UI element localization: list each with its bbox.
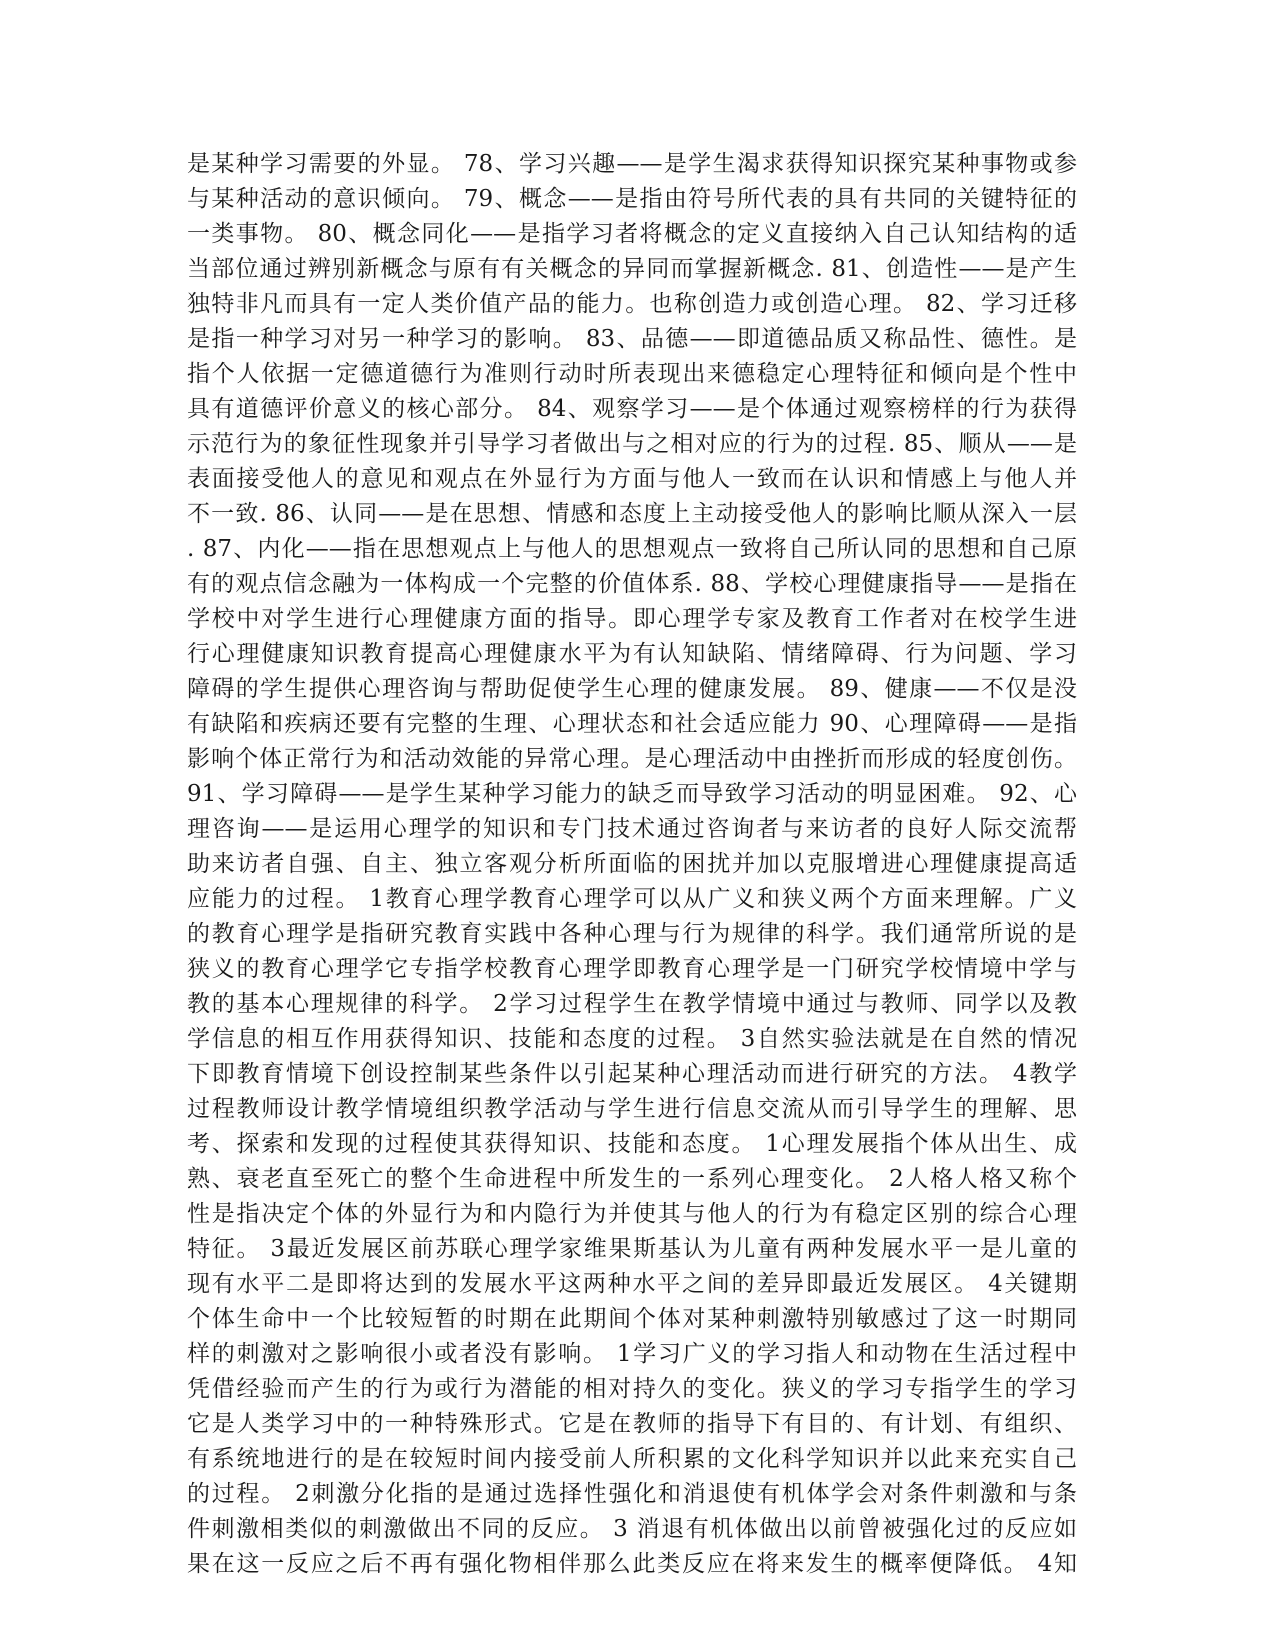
text-line: 助来访者自强、自主、独立客观分析所面临的困扰并加以克服增进心理健康提高适 [187, 851, 1077, 877]
text-line: 果在这一反应之后不再有强化物相伴那么此类反应在将来发生的概率便降低。 4知 [187, 1551, 1077, 1577]
text-line: 障碍的学生提供心理咨询与帮助促使学生心理的健康发展。 89、健康——不仅是没 [187, 676, 1077, 702]
text-line: 学信息的相互作用获得知识、技能和态度的过程。 3自然实验法就是在自然的情况 [187, 1026, 1077, 1052]
text-line: 是指一种学习对另一种学习的影响。 83、品德——即道德品质又称品性、德性。是 [187, 326, 1077, 352]
text-line: 行心理健康知识教育提高心理健康水平为有认知缺陷、情绪障碍、行为问题、学习 [187, 641, 1077, 667]
text-line: 考、探索和发现的过程使其获得知识、技能和态度。 1心理发展指个体从出生、成 [187, 1131, 1077, 1157]
text-line: 独特非凡而具有一定人类价值产品的能力。也称创造力或创造心理。 82、学习迁移 [187, 291, 1077, 317]
text-line: 性是指决定个体的外显行为和内隐行为并使其与他人的行为有稳定区别的综合心理 [187, 1201, 1077, 1227]
text-line: 它是人类学习中的一种特殊形式。它是在教师的指导下有目的、有计划、有组织、 [187, 1411, 1077, 1437]
text-line: 是某种学习需要的外显。 78、学习兴趣——是学生渴求获得知识探究某种事物或参 [187, 151, 1077, 177]
text-line: 示范行为的象征性现象并引导学习者做出与之相对应的行为的过程. 85、顺从——是 [187, 431, 1077, 457]
text-line: 狭义的教育心理学它专指学校教育心理学即教育心理学是一门研究学校情境中学与 [187, 956, 1077, 982]
text-line: 不一致. 86、认同——是在思想、情感和态度上主动接受他人的影响比顺从深入一层 [187, 501, 1077, 527]
text-line: 有缺陷和疾病还要有完整的生理、心理状态和社会适应能力 90、心理障碍——是指 [187, 711, 1077, 737]
text-line: 样的刺激对之影响很小或者没有影响。 1学习广义的学习指人和动物在生活过程中 [187, 1341, 1077, 1367]
text-line: 有的观点信念融为一体构成一个完整的价值体系. 88、学校心理健康指导——是指在 [187, 571, 1077, 597]
text-line: 教的基本心理规律的科学。 2学习过程学生在教学情境中通过与教师、同学以及教 [187, 991, 1077, 1017]
text-line: 特征。 3最近发展区前苏联心理学家维果斯基认为儿童有两种发展水平一是儿童的 [187, 1236, 1077, 1262]
text-line: 指个人依据一定德道德行为准则行动时所表现出来德稳定心理特征和倾向是个性中 [187, 361, 1077, 387]
text-line: 过程教师设计教学情境组织教学活动与学生进行信息交流从而引导学生的理解、思 [187, 1096, 1077, 1122]
text-line: 理咨询——是运用心理学的知识和专门技术通过咨询者与来访者的良好人际交流帮 [187, 816, 1077, 842]
text-line: 件刺激相类似的刺激做出不同的反应。 3 消退有机体做出以前曾被强化过的反应如 [187, 1516, 1077, 1542]
text-line: 表面接受他人的意见和观点在外显行为方面与他人一致而在认识和情感上与他人并 [187, 466, 1077, 492]
text-line: 与某种活动的意识倾向。 79、概念——是指由符号所代表的具有共同的关键特征的 [187, 186, 1077, 212]
text-line: . 87、内化——指在思想观点上与他人的思想观点一致将自己所认同的思想和自己原 [187, 536, 1077, 562]
text-line: 的过程。 2刺激分化指的是通过选择性强化和消退使有机体学会对条件刺激和与条 [187, 1481, 1077, 1507]
text-line: 当部位通过辨别新概念与原有有关概念的异同而掌握新概念. 81、创造性——是产生 [187, 256, 1077, 282]
text-line: 具有道德评价意义的核心部分。 84、观察学习——是个体通过观察榜样的行为获得 [187, 396, 1077, 422]
text-line: 影响个体正常行为和活动效能的异常心理。是心理活动中由挫折而形成的轻度创伤。 [187, 746, 1077, 772]
text-line: 熟、衰老直至死亡的整个生命进程中所发生的一系列心理变化。 2人格人格又称个 [187, 1166, 1077, 1192]
text-line: 91、学习障碍——是学生某种学习能力的缺乏而导致学习活动的明显困难。 92、心 [187, 781, 1077, 807]
text-line: 个体生命中一个比较短暂的时期在此期间个体对某种刺激特别敏感过了这一时期同 [187, 1306, 1077, 1332]
text-line: 现有水平二是即将达到的发展水平这两种水平之间的差异即最近发展区。 4关键期 [187, 1271, 1077, 1297]
text-line: 下即教育情境下创设控制某些条件以引起某种心理活动而进行研究的方法。 4教学 [187, 1061, 1077, 1087]
text-line: 凭借经验而产生的行为或行为潜能的相对持久的变化。狭义的学习专指学生的学习 [187, 1376, 1077, 1402]
text-line: 学校中对学生进行心理健康方面的指导。即心理学专家及教育工作者对在校学生进 [187, 606, 1077, 632]
text-line: 有系统地进行的是在较短时间内接受前人所积累的文化科学知识并以此来充实自己 [187, 1446, 1077, 1472]
text-line: 应能力的过程。 1教育心理学教育心理学可以从广义和狭义两个方面来理解。广义 [187, 886, 1077, 912]
text-line: 一类事物。 80、概念同化——是指学习者将概念的定义直接纳入自己认知结构的适 [187, 221, 1077, 247]
text-line: 的教育心理学是指研究教育实践中各种心理与行为规律的科学。我们通常所说的是 [187, 921, 1077, 947]
body-text [187, 147, 1077, 1582]
